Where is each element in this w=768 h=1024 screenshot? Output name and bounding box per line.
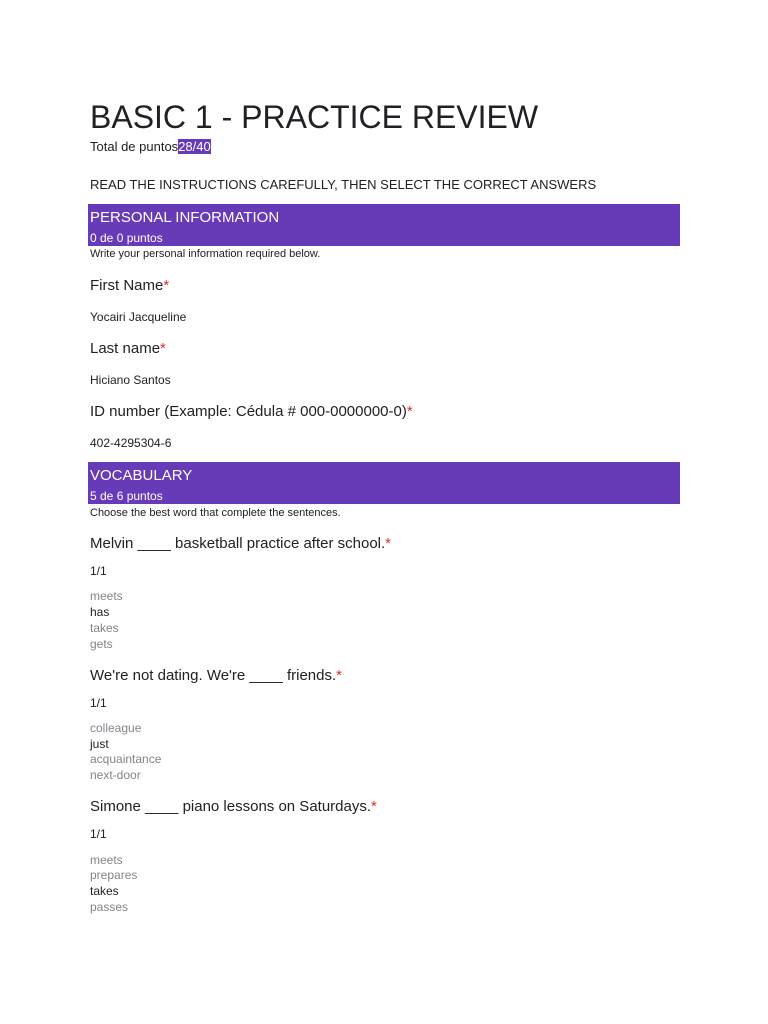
- section-points: 0 de 0 puntos: [90, 231, 163, 245]
- required-asterisk: *: [336, 667, 342, 684]
- required-asterisk: *: [371, 798, 377, 815]
- section-points: 5 de 6 puntos: [90, 489, 163, 503]
- answer-last-name: Hiciano Santos: [90, 373, 171, 387]
- required-asterisk: *: [385, 535, 392, 552]
- section-title: PERSONAL INFORMATION: [90, 209, 280, 226]
- answer-id-number: 402-4295304-6: [90, 436, 172, 450]
- question-vocab-2: [90, 667, 342, 685]
- answer-option-selected: takes: [90, 884, 119, 898]
- question-score: 1/1: [90, 564, 107, 578]
- question-vocab-1: [90, 535, 391, 553]
- question-last-name: [90, 340, 166, 358]
- question-label: Simone ____ piano lessons on Saturdays.: [90, 798, 372, 815]
- answer-option: colleague: [90, 721, 142, 735]
- question-first-name: [90, 277, 169, 295]
- answer-option: acquaintance: [90, 752, 162, 766]
- total-points: [90, 139, 211, 155]
- question-label: ID number (Example: Cédula # 000-0000000-0): [90, 403, 407, 420]
- answer-option-selected: just: [90, 737, 109, 751]
- answer-option: gets: [90, 637, 113, 651]
- question-label: Last name: [90, 340, 161, 357]
- required-asterisk: *: [406, 403, 413, 420]
- answer-option: meets: [90, 853, 123, 867]
- total-score-badge: 28/40: [178, 139, 211, 154]
- required-asterisk: *: [163, 277, 170, 294]
- answer-option: prepares: [90, 868, 138, 882]
- question-score: 1/1: [90, 696, 107, 710]
- question-label: Melvin ____ basketball practice after school.: [90, 535, 386, 552]
- form-title: BASIC 1 - PRACTICE REVIEW: [90, 99, 539, 135]
- question-label: We're not dating. We're ____ friends.: [90, 667, 337, 684]
- required-asterisk: *: [160, 340, 166, 357]
- question-score: 1/1: [90, 827, 107, 841]
- section-description: Write your personal information required below.: [90, 248, 321, 260]
- question-vocab-3: [90, 798, 377, 816]
- section-description: Choose the best word that complete the sentences.: [90, 507, 341, 519]
- answer-option-selected: has: [90, 605, 110, 619]
- answer-option: passes: [90, 900, 129, 914]
- question-id-number: [90, 403, 413, 421]
- answer-option: next-door: [90, 768, 141, 782]
- answer-option: meets: [90, 589, 123, 603]
- answer-first-name: Yocairi Jacqueline: [90, 310, 187, 324]
- total-points-label: Total de puntos: [90, 139, 179, 154]
- answer-option: takes: [90, 621, 119, 635]
- section-header-personal-information: [88, 204, 680, 246]
- section-header-vocabulary: [88, 462, 680, 504]
- section-title: VOCABULARY: [90, 467, 193, 484]
- question-label: First Name: [90, 277, 164, 294]
- form-instructions: READ THE INSTRUCTIONS CAREFULLY, THEN SELECT THE CORRECT ANSWERS: [90, 177, 597, 192]
